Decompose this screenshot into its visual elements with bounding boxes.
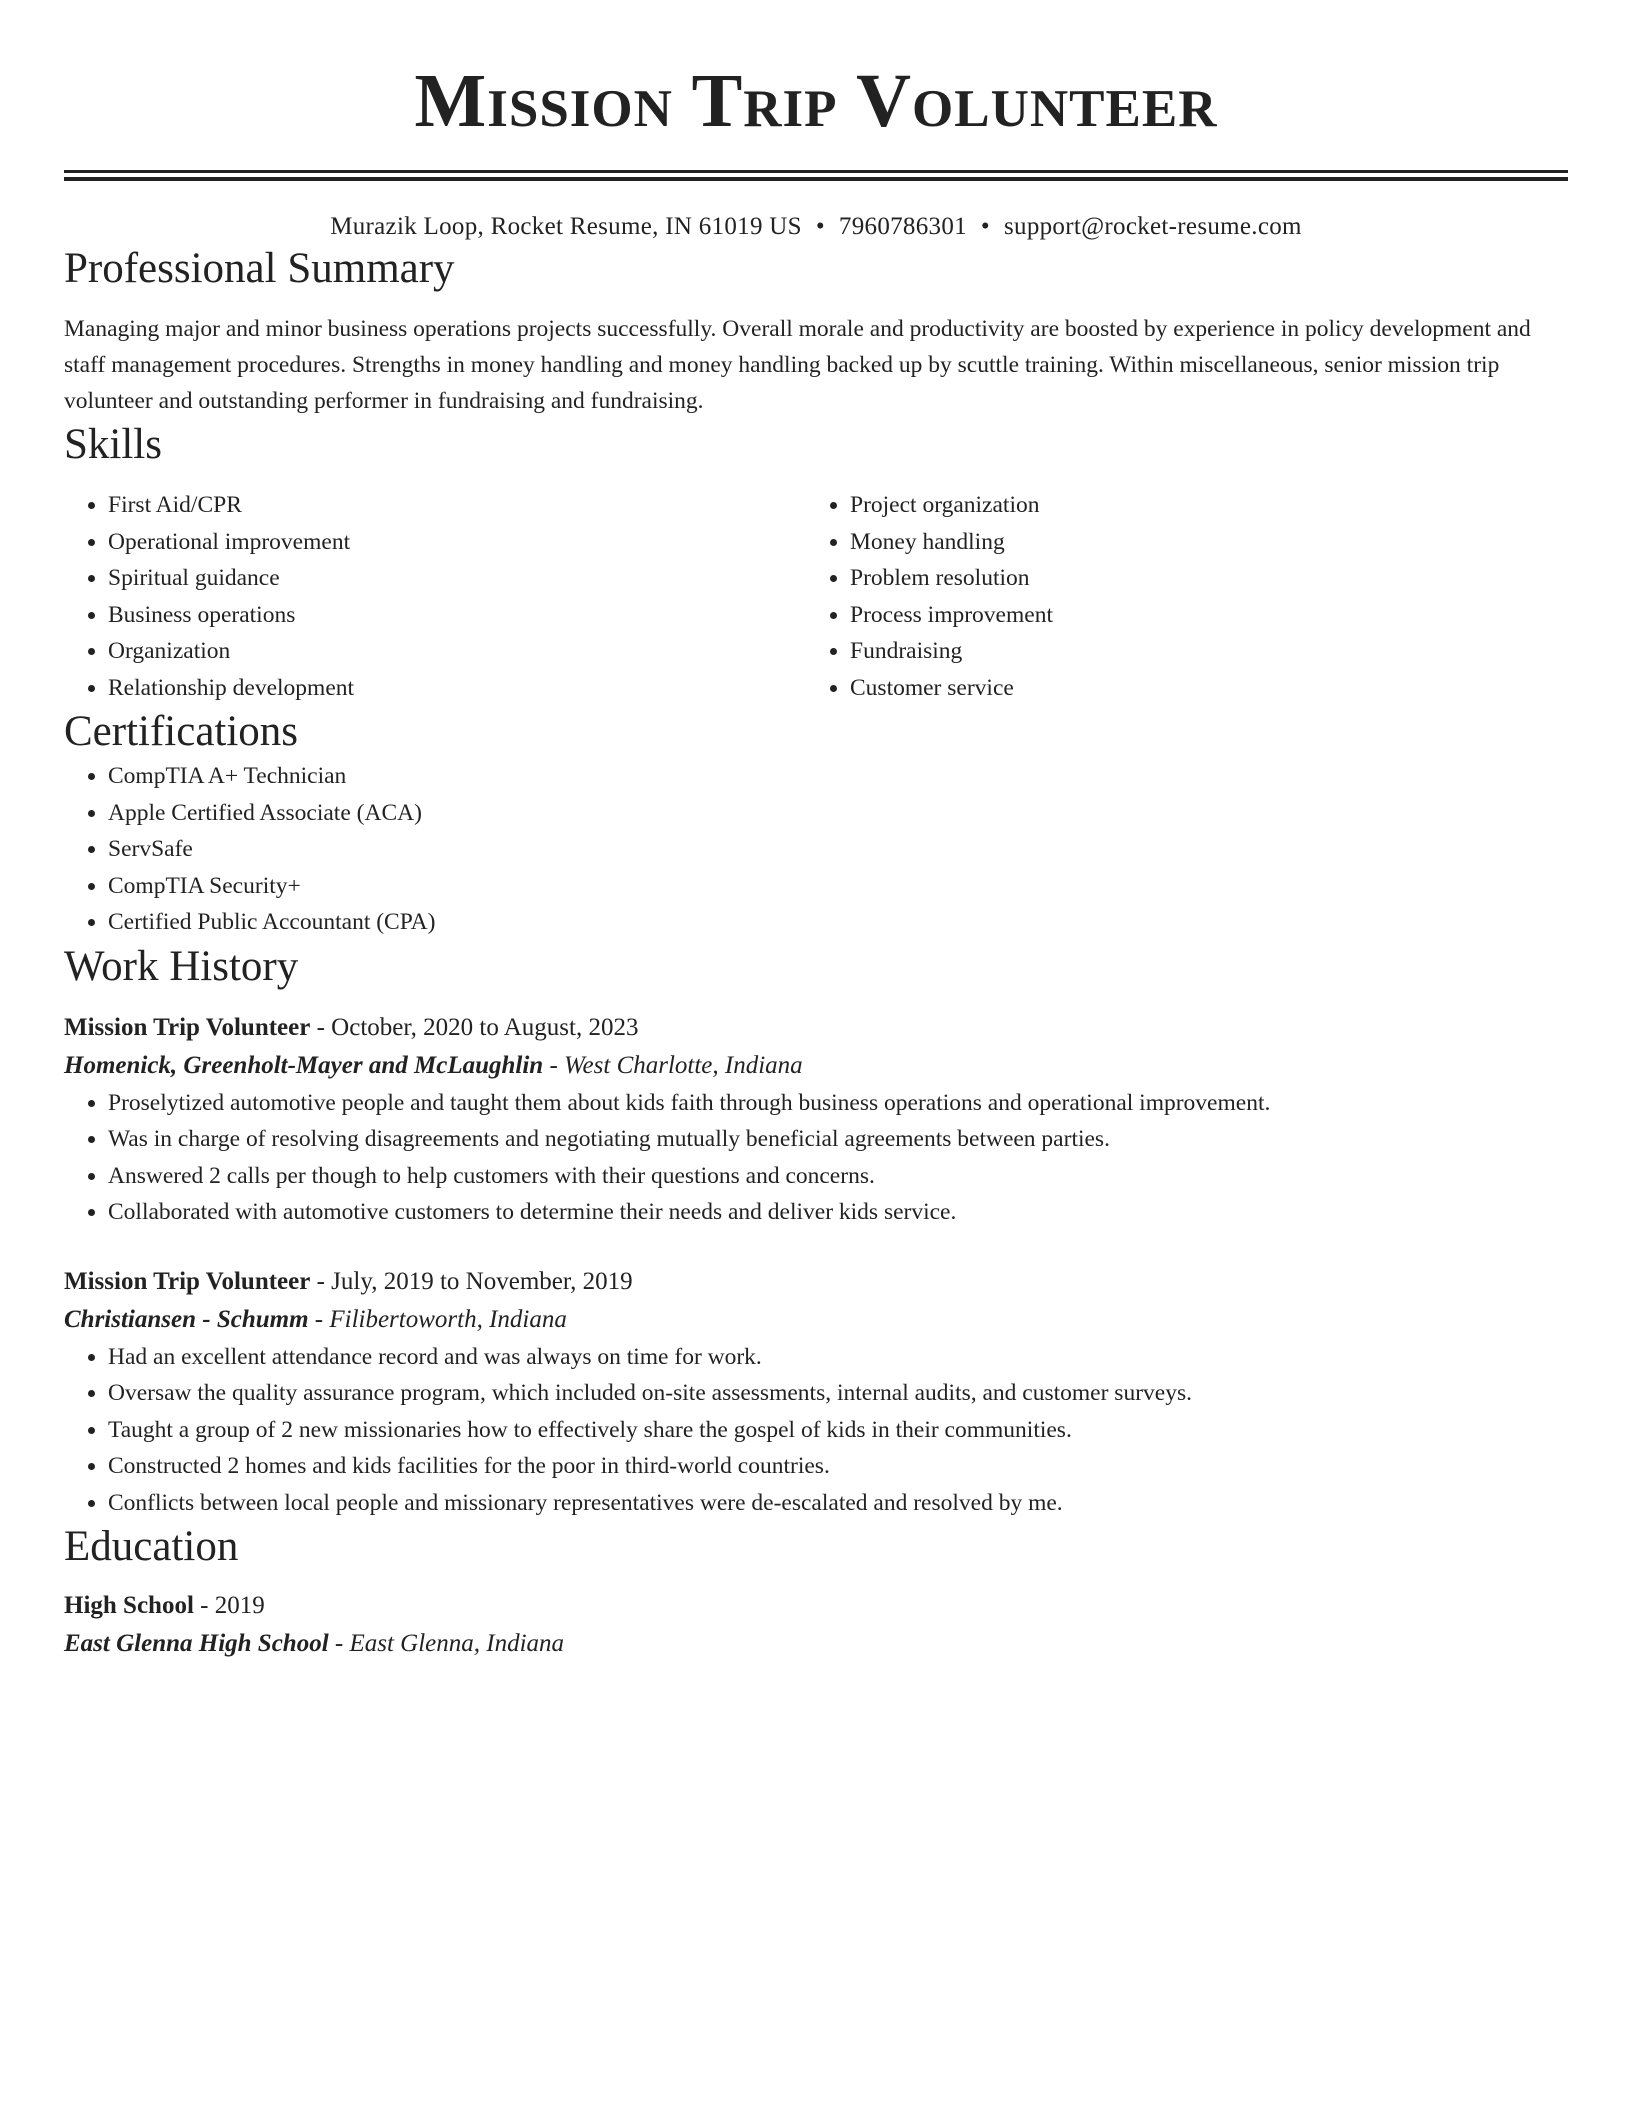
job-duty-item: • Taught a group of 2 new missionaries how to effectively share the gospel of kids in their communities.: [108, 1412, 1568, 1449]
certification-item: • Apple Certified Associate (ACA): [108, 795, 1568, 832]
resume-name-title: Mission Trip Volunteer: [414, 59, 1218, 143]
skill-item: • Fundraising: [850, 633, 1548, 670]
job-location: - West Charlotte, Indiana: [543, 1051, 803, 1079]
education-school: East Glenna High School: [64, 1630, 329, 1657]
skill-item: • Process improvement: [850, 597, 1548, 634]
education-heading: [64, 1587, 1568, 1625]
section-title-skills: Skills: [64, 421, 162, 468]
job-company: Homenick, Greenholt-Mayer and McLaughlin: [64, 1051, 544, 1079]
skill-item: • Project organization: [850, 487, 1548, 524]
certification-item: • CompTIA A+ Technician: [108, 758, 1568, 795]
education-entry: [64, 1587, 1568, 1663]
contact-address: Murazik Loop, Rocket Resume, IN 61019 US: [330, 213, 802, 240]
section-title-summary: Professional Summary: [64, 245, 455, 292]
job-duty-item: • Constructed 2 homes and kids facilities for the poor in third-world countries.: [108, 1448, 1568, 1485]
job-role: Mission Trip Volunteer: [64, 1013, 311, 1041]
certification-item: • ServSafe: [108, 831, 1568, 868]
job-duty-item: • Proselytized automotive people and taught them about kids faith through business operations and operational improvement.: [108, 1085, 1568, 1122]
certification-item: • Certified Public Accountant (CPA): [108, 904, 1568, 941]
skill-item: • First Aid/CPR: [108, 487, 806, 524]
skill-item: • Problem resolution: [850, 560, 1548, 597]
job-entry: [64, 1009, 1568, 1231]
job-dates: - July, 2019 to November, 2019: [310, 1267, 633, 1295]
skill-item: • Business operations: [108, 597, 806, 634]
job-duty-item: • Conflicts between local people and missionary representatives were de-escalated and resolved by me.: [108, 1485, 1568, 1522]
job-duties-list: [64, 1085, 1568, 1231]
skills-list-right: [806, 487, 1548, 706]
contact-line: [64, 211, 1568, 243]
contact-phone: 7960786301: [838, 213, 967, 240]
section-title-certifications: Certifications: [64, 708, 299, 755]
contact-separator: •: [980, 213, 990, 240]
skills-column-right: [806, 487, 1548, 706]
job-duties-list: [64, 1339, 1568, 1522]
skill-item: • Spiritual guidance: [108, 560, 806, 597]
contact-email: support@rocket-resume.com: [1003, 213, 1302, 240]
job-duty-item: • Had an excellent attendance record and was always on time for work.: [108, 1339, 1568, 1376]
job-entry: [64, 1263, 1568, 1522]
job-duty-item: • Was in charge of resolving disagreements and negotiating mutually beneficial agreements between parties.: [108, 1121, 1568, 1158]
job-employer: [64, 1301, 1568, 1339]
certification-item: • CompTIA Security+: [108, 868, 1568, 905]
job-employer: [64, 1047, 1568, 1085]
skills-column-left: [64, 487, 806, 706]
skills-list-left: [64, 487, 806, 706]
job-duty-item: • Collaborated with automotive customers to determine their needs and deliver kids service.: [108, 1194, 1568, 1231]
summary-text: Managing major and minor business operations projects successfully. Overall morale and productivity are boosted by experience in policy development and staff management procedures. Strengths in money handling and money handling backed up by scuttle training. Within miscellaneous, senior mission trip volunteer and outstanding performer in fundraising and fundraising.: [64, 316, 1531, 414]
job-company: Christiansen - Schumm: [64, 1305, 309, 1333]
skill-item: • Relationship development: [108, 670, 806, 707]
skill-item: • Operational improvement: [108, 524, 806, 561]
skill-item: • Customer service: [850, 670, 1548, 707]
header-double-rule: [64, 170, 1568, 181]
skill-item: • Organization: [108, 633, 806, 670]
job-duty-item: • Answered 2 calls per though to help customers with their questions and concerns.: [108, 1158, 1568, 1195]
contact-separator: •: [815, 213, 825, 240]
job-dates: - October, 2020 to August, 2023: [310, 1013, 639, 1041]
skill-item: • Money handling: [850, 524, 1548, 561]
education-year: - 2019: [193, 1592, 265, 1619]
job-location: - Filibertoworth, Indiana: [308, 1305, 567, 1333]
section-title-work-history: Work History: [64, 942, 299, 990]
skills-grid: [64, 487, 1568, 706]
section-title-education: Education: [64, 1523, 239, 1570]
job-heading: [64, 1009, 1568, 1047]
job-heading: [64, 1263, 1568, 1301]
education-location: - East Glenna, Indiana: [328, 1630, 565, 1657]
education-degree: High School: [64, 1592, 194, 1619]
education-school-line: [64, 1625, 1568, 1663]
certifications-list: [64, 758, 1568, 941]
job-duty-item: • Oversaw the quality assurance program, which included on-site assessments, internal audits, and customer surveys.: [108, 1375, 1568, 1412]
job-role: Mission Trip Volunteer: [64, 1267, 311, 1295]
